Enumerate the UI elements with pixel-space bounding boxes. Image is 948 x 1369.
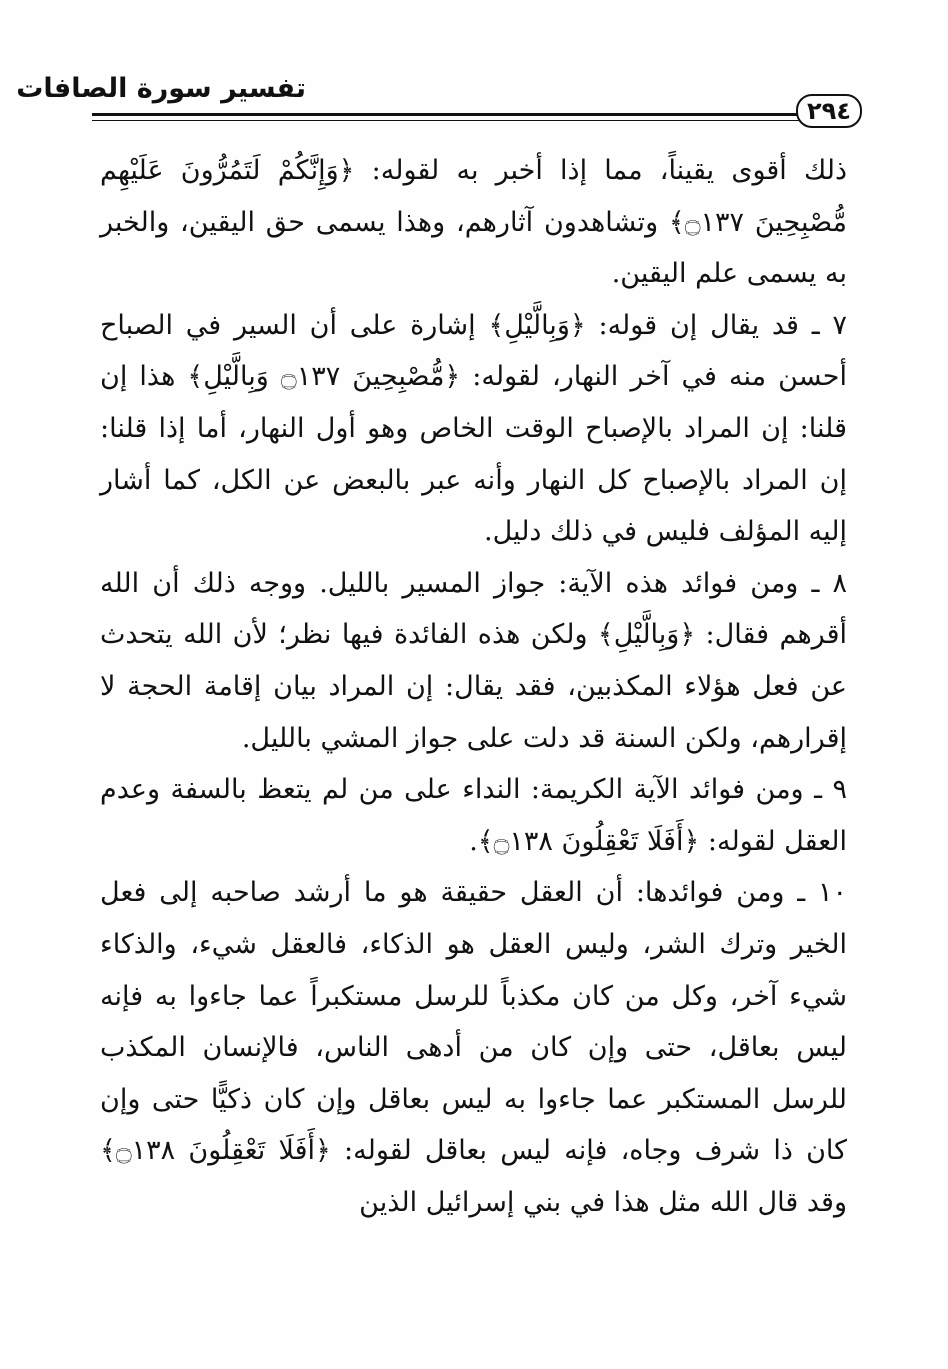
header-rule-thin [92,120,800,121]
paragraph-5: ١٠ ـ ومن فوائدها: أن العقل حقيقة هو ما أرشد صاحبه إلى فعل الخير وترك الشر، وليس العقل هو الذكاء، فالعقل شيء، والذكاء شيء آخر، وكل من كان مكذباً للرسل مستكبراً عما جاءوا به فإنه ليس بعاقل، حتى وإن كان من أدهى الناس، فالإنسان المكذب للرسل المستكبر عما جاءوا به ليس بعاقل وإن كان ذكيًّا حتى وإن كان ذا شرف وجاه، فإنه ليس بعاقل لقوله: ﴿أَفَلَا تَعْقِلُونَ ۝١٣٨﴾ وقد قال الله مثل هذا في بني إسرائيل الذين [100,877,847,1218]
page-number: ٢٩٤ [796,94,862,128]
body-text [100,145,847,1228]
paragraph-2: ٧ ـ قد يقال إن قوله: ﴿وَبِالَّيْلِ﴾ إشارة على أن السير في الصباح أحسن منه في آخر النهار، لقوله: ﴿مُّصْبِحِينَ ۝١٣٧ وَبِالَّيْلِ﴾ هذا إن قلنا: إن المراد بالإصباح الوقت الخاص وهو أول النهار، أما إذا قلنا: إن المراد بالإصباح كل النهار وأنه عبر بالبعض عن الكل، كما أشار إليه المؤلف فليس في ذلك دليل. [100,309,847,548]
header-rule-thick [92,113,800,116]
running-header-title: تفسير سورة الصافات [16,73,306,104]
paragraph-3: ٨ ـ ومن فوائد هذه الآية: جواز المسير بالليل. ووجه ذلك أن الله أقرهم فقال: ﴿وَبِالَّيْلِ﴾ ولكن هذه الفائدة فيها نظر؛ لأن الله يتحدث عن فعل هؤلاء المكذبين، فقد يقال: إن المراد بيان إقامة الحجة لا إقرارهم، ولكن السنة قد دلت على جواز المشي بالليل. [100,567,847,754]
paragraph-4: ٩ ـ ومن فوائد الآية الكريمة: النداء على من لم يتعظ بالسفة وعدم العقل لقوله: ﴿أَفَلَا تَعْقِلُونَ ۝١٣٨﴾. [100,774,847,857]
paragraph-1: ذلك أقوى يقيناً، مما إذا أخبر به لقوله: ﴿وَإِنَّكُمْ لَتَمُرُّونَ عَلَيْهِم مُّصْبِحِينَ ۝١٣٧﴾ وتشاهدون آثارهم، وهذا يسمى حق اليقين، والخبر به يسمى علم اليقين. [100,155,847,290]
